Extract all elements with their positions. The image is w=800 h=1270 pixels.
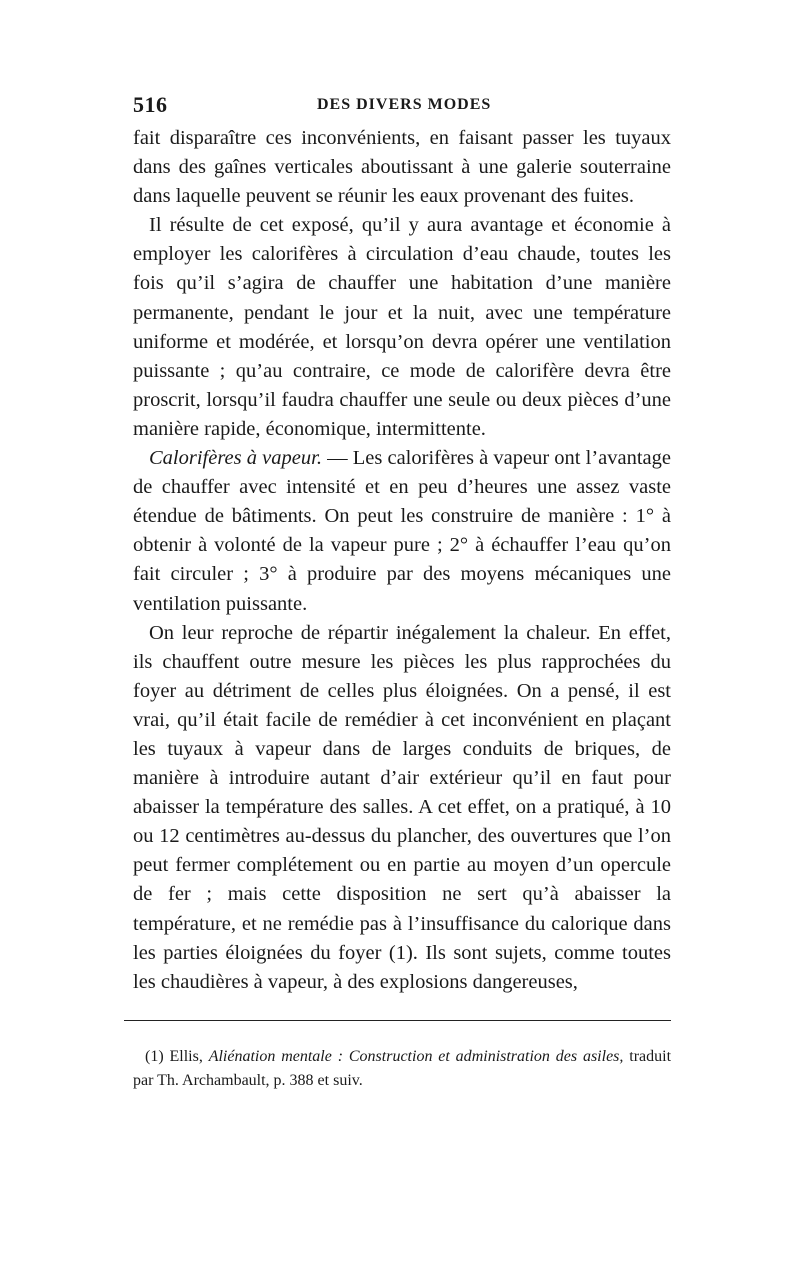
- paragraph: fait disparaître ces inconvénients, en faisant passer les tuyaux dans des gaînes verticales aboutissant à une galerie souterraine dans laquelle peuvent se réunir les eaux provenant des fuites.: [133, 127, 671, 208]
- page-number: 516: [133, 92, 168, 117]
- running-head: DES DIVERS MODES: [317, 96, 492, 113]
- paragraph: [133, 444, 671, 619]
- paragraph: Il résulte de cet exposé, qu’il y aura avantage et économie à employer les calorifères à circulation d’eau chaude, toutes les fois qu’il s’agira de chauffer une habitation d’une manière permanente, pendant le jour et la nuit, avec une température uniforme et modérée, et lorsqu’on devra opérer une ventilation puissante ; qu’au contraire, ce mode de calorifère devra être proscrit, lorsqu’il faudra chauffer une seule ou deux pièces d’une manière rapide, économique, intermittente.: [133, 214, 671, 440]
- body-text: [133, 124, 671, 997]
- footnote-title: Aliénation mentale : Construction et administration des asiles,: [208, 1048, 624, 1065]
- footnote: [133, 1045, 671, 1093]
- page-header: [133, 92, 671, 122]
- section-heading: Calorifères à vapeur.: [149, 447, 322, 470]
- paragraph-text: — Les calorifères à vapeur ont l’avantage de chauffer avec intensité et en peu d’heures une assez vaste étendue de bâtiments. On peut les construire de manière : 1° à obtenir à volonté de la vapeur pure ; 2° à échauffer l’eau qu’on fait circuler ; 3° à produire par des moyens mécaniques une ventilation puissante.: [133, 447, 671, 615]
- paragraph: On leur reproche de répartir inégalement la chaleur. En effet, ils chauffent outre mesure les pièces les plus rapprochées du foyer au détriment de celles plus éloignées. On a pensé, il est vrai, qu’il était facile de remédier à cet inconvénient en plaçant les tuyaux à vapeur dans de larges conduits de briques, de manière à introduire autant d’air extérieur qu’il en faut pour abaisser la température des salles. A cet effet, on a pratiqué, à 10 ou 12 centimètres au-dessus du plancher, des ouvertures que l’on peut fermer complétement ou en partie au moyen d’un opercule de fer ; mais cette disposition ne sert qu’à abaisser la température, et ne remédie pas à l’insuffisance du calorique dans les parties éloignées du foyer (1). Ils sont sujets, comme toutes les chaudières à vapeur, à des explosions dangereuses,: [133, 621, 671, 993]
- footnote-marker: (1) Ellis,: [145, 1048, 209, 1065]
- footnote-rest: traduit par Th. Archambault, p. 388 et suiv.: [133, 1048, 672, 1089]
- footnote-divider: [124, 1020, 671, 1021]
